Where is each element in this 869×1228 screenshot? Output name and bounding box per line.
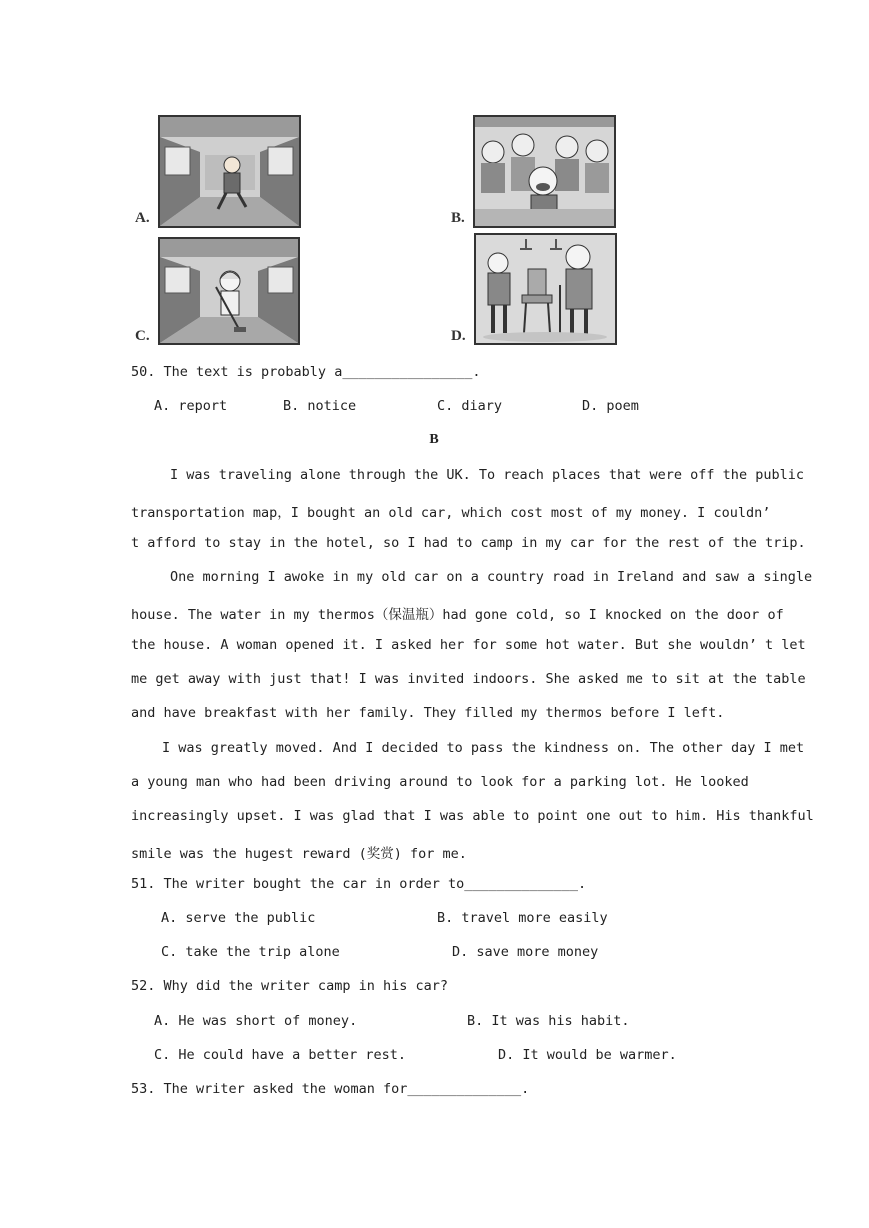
q51-option-d: D. save more money — [452, 944, 599, 960]
passage-line-9: I was greatly moved. And I decided to pass the kindness on. The other day I met — [162, 740, 805, 756]
passage-line-12: smile was the hugest reward (奖赏) for me. — [131, 846, 467, 862]
picture-b — [473, 115, 616, 228]
section-title: B — [429, 432, 439, 447]
passage-line-1: I was traveling alone through the UK. To reach places that were off the public — [170, 467, 804, 483]
passage-line-2: transportation map，I bought an old car, which cost most of my money. I couldn’ — [131, 505, 771, 521]
q52-option-b: B. It was his habit. — [467, 1013, 630, 1029]
passage-line-10: a young man who had been driving around to look for a parking lot. He looked — [131, 774, 749, 790]
passage-line-4: One morning I awoke in my old car on a country road in Ireland and saw a single — [170, 569, 813, 585]
train-interior-boy-image — [160, 117, 299, 226]
q50-option-d: D. poem — [582, 398, 639, 414]
crowd-boy-image — [475, 117, 614, 226]
picture-a — [158, 115, 301, 228]
passage-line-5: house. The water in my thermos（保温瓶）had gone cold, so I knocked on the door of — [131, 607, 784, 623]
picture-b-label: B. — [451, 210, 465, 226]
picture-c-label: C. — [135, 328, 150, 344]
q50-option-a: A. report — [154, 398, 228, 414]
question-50-stem: 50. The text is probably a________________. — [131, 364, 481, 380]
passage-line-3: t afford to stay in the hotel, so I had to camp in my car for the rest of the trip. — [131, 535, 806, 551]
q52-option-c: C. He could have a better rest. — [154, 1047, 406, 1063]
passage-line-8: and have breakfast with her family. They filled my thermos before I left. — [131, 705, 725, 721]
q51-option-a: A. serve the public — [161, 910, 316, 926]
q51-option-c: C. take the trip alone — [161, 944, 340, 960]
question-53-stem: 53. The writer asked the woman for______________. — [131, 1081, 530, 1097]
passage-line-6: the house. A woman opened it. I asked her for some hot water. But she wouldn’ t let — [131, 637, 806, 653]
picture-d-label: D. — [451, 328, 466, 344]
picture-c — [158, 237, 300, 345]
question-51-stem: 51. The writer bought the car in order to______________. — [131, 876, 587, 892]
picture-d — [474, 233, 617, 345]
q52-option-a: A. He was short of money. — [154, 1013, 358, 1029]
q51-option-b: B. travel more easily — [437, 910, 608, 926]
passage-line-11: increasingly upset. I was glad that I was able to point one out to him. His thankful — [131, 808, 814, 824]
boy-elderly-seat-image — [476, 235, 615, 343]
q52-option-d: D. It would be warmer. — [498, 1047, 677, 1063]
q50-option-c: C. diary — [437, 398, 503, 414]
q50-option-b: B. notice — [283, 398, 357, 414]
question-52-stem: 52. Why did the writer camp in his car? — [131, 978, 448, 994]
picture-a-label: A. — [135, 210, 150, 226]
passage-line-7: me get away with just that! I was invited indoors. She asked me to sit at the table — [131, 671, 806, 687]
train-girl-sweeping-image — [160, 239, 298, 343]
